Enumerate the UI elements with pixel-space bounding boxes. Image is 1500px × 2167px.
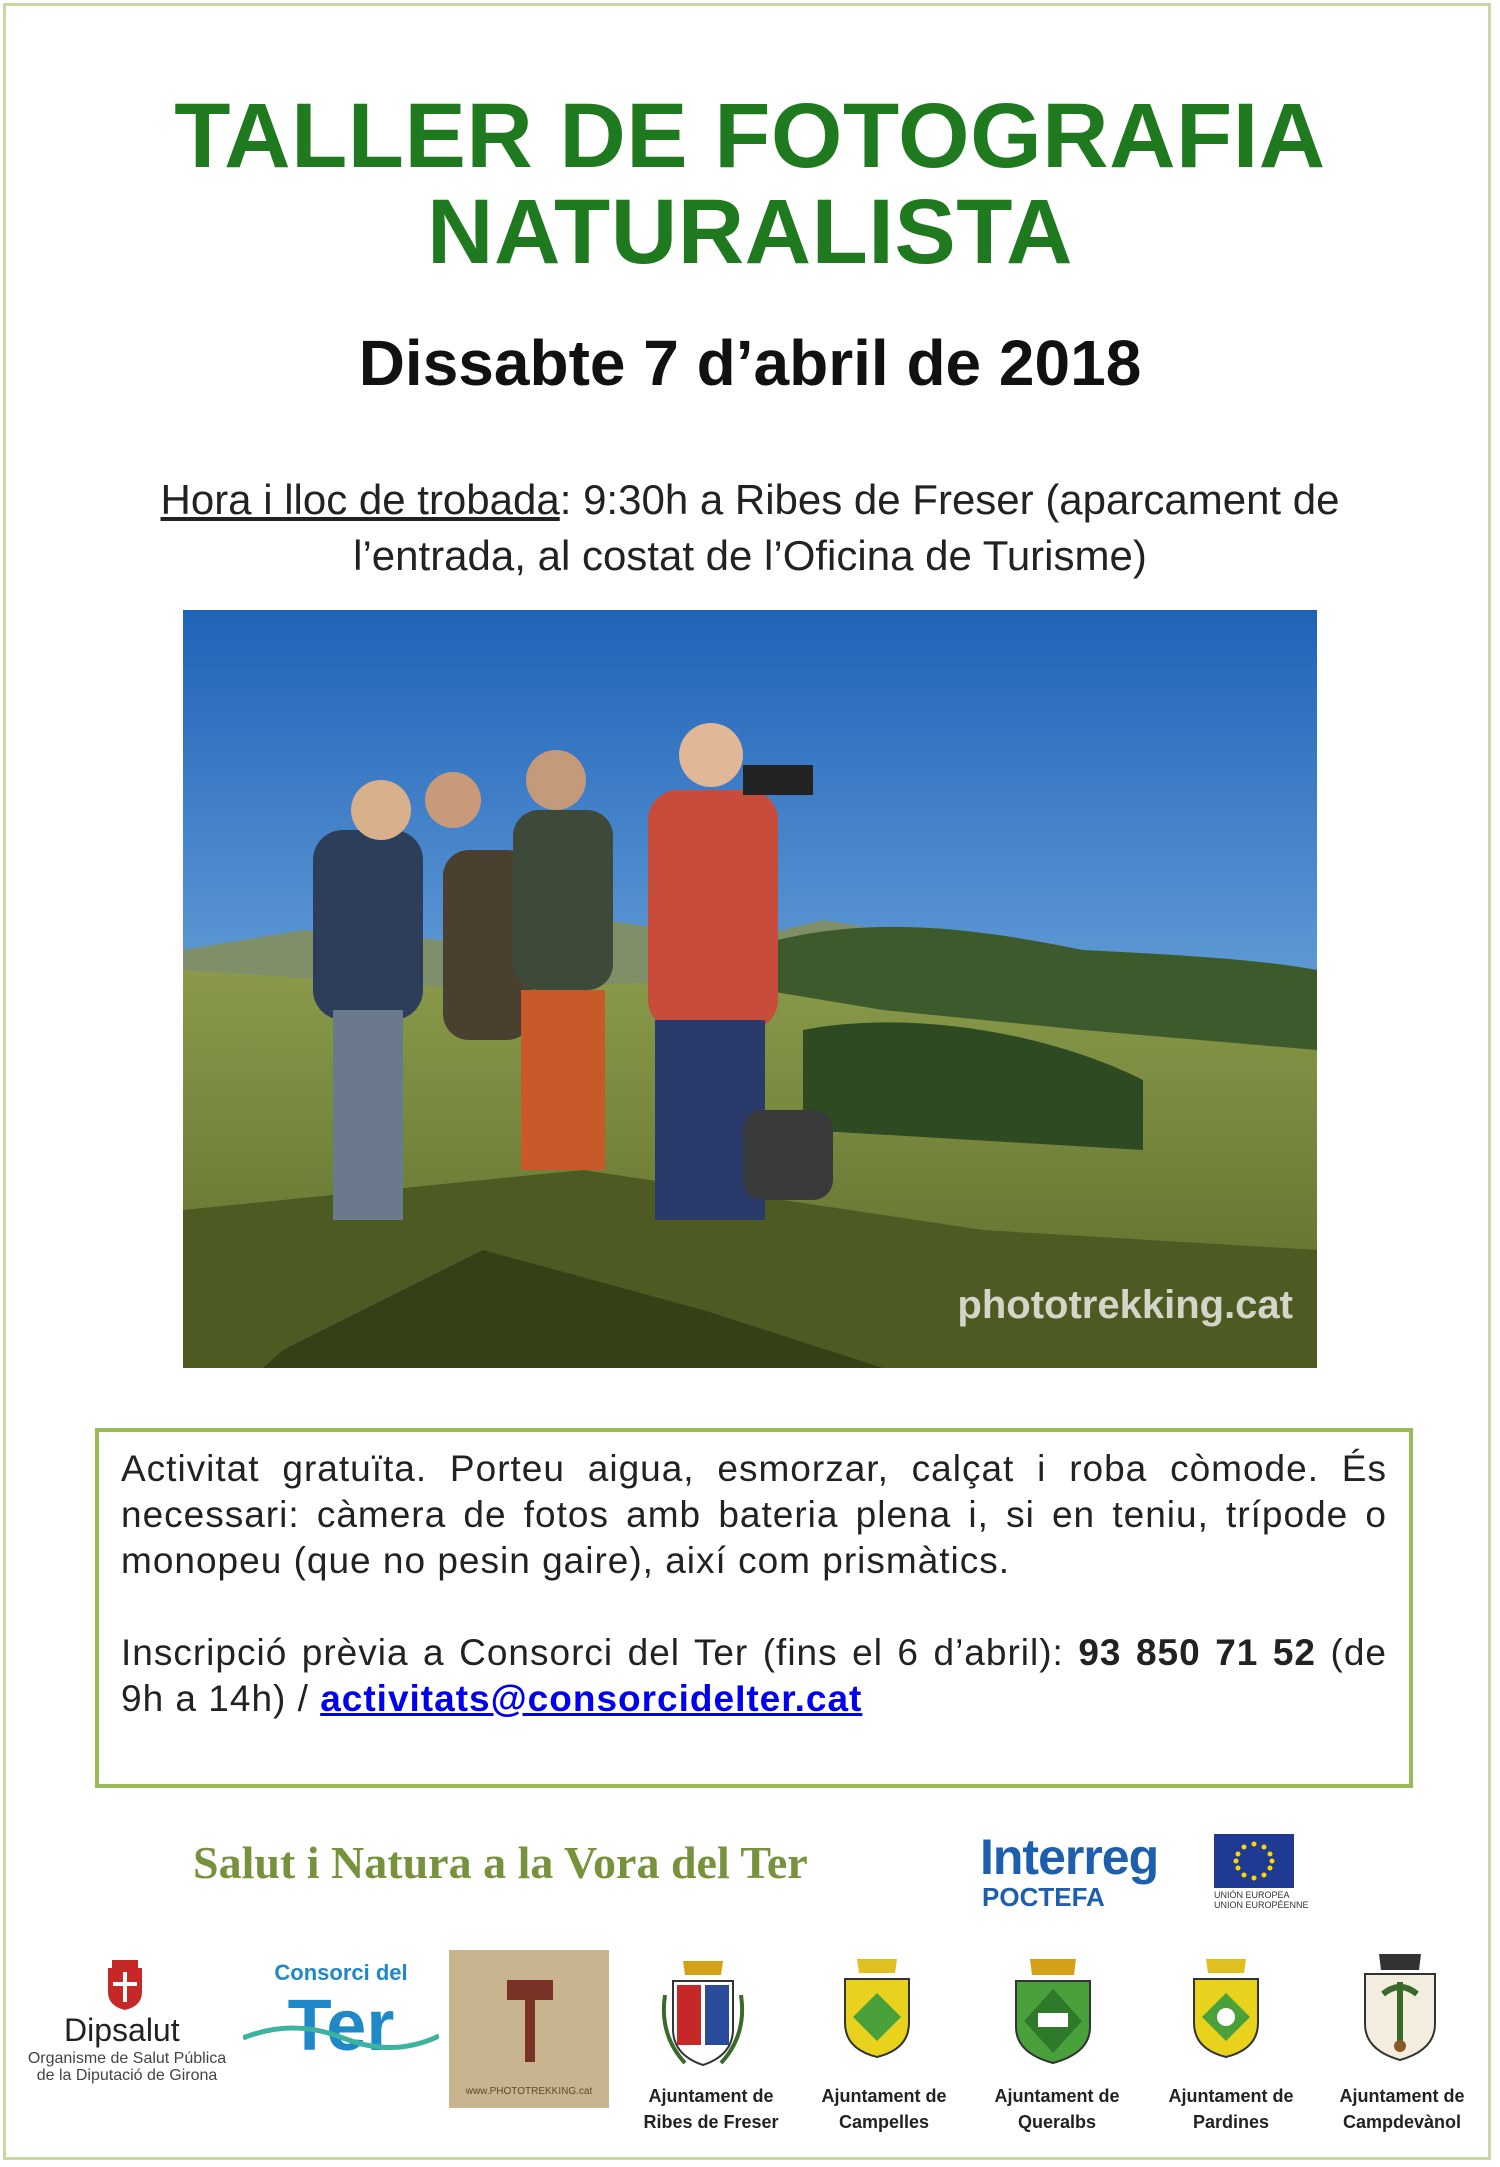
hikers-photo bbox=[183, 610, 1317, 1368]
caption-line2: Pardines bbox=[1192, 2112, 1270, 2132]
caption-line1: Ajuntament de bbox=[1339, 2086, 1465, 2106]
poster-title bbox=[0, 85, 1500, 283]
campdevanol-shield-icon bbox=[1355, 1950, 1445, 2066]
queralbs-shield-icon bbox=[1008, 1955, 1098, 2067]
interreg-word: Interreg bbox=[980, 1829, 1159, 1885]
dipsalut-name: Dipsalut bbox=[64, 2012, 180, 2048]
slogan: Salut i Natura a la Vora del Ter bbox=[193, 1837, 808, 1888]
consorci-del-ter-logo bbox=[243, 1958, 439, 2068]
caption-line1: Ajuntament de bbox=[821, 2086, 947, 2106]
eu-flag-icon bbox=[1214, 1834, 1294, 1888]
caption-line2: Ribes de Freser bbox=[643, 2112, 779, 2132]
email-link[interactable]: activitats@consorcideIter.cat bbox=[320, 1678, 863, 1719]
phototrekking-logo bbox=[449, 1950, 609, 2108]
info-paragraph-2 bbox=[121, 1630, 1387, 1722]
consorci-top-text: Consorci del bbox=[274, 1960, 408, 1985]
title-line-1: TALLER DE FOTOGRAFIA bbox=[174, 85, 1326, 187]
caption-line2: Campdevànol bbox=[1342, 2112, 1462, 2132]
caption-line1: Ajuntament de bbox=[994, 2086, 1120, 2106]
event-date: Dissabte 7 d’abril de 2018 bbox=[358, 327, 1142, 399]
hours-text: (de 9h a 14h) / bbox=[121, 1632, 1387, 1719]
title-line-2: NATURALISTA bbox=[427, 181, 1073, 283]
meeting-text: : 9:30h a Ribes de Freser (aparcament de l’entrada, al costat de l’Oficina de Turisme) bbox=[353, 476, 1340, 579]
dipsalut-emblem-icon bbox=[100, 1958, 150, 2012]
caption-campelles bbox=[794, 2083, 974, 2135]
meeting-info bbox=[110, 472, 1390, 584]
dipsalut-subtitle: Organisme de Salut Pública de la Diputació de Girona bbox=[27, 2050, 227, 2084]
registration-text: Inscripció prèvia a Consorci del Ter (fins el 6 d’abril): bbox=[121, 1632, 1079, 1673]
info-paragraph-1: Activitat gratuïta. Porteu aigua, esmorzar, calçat i roba còmode. És necessari: càmera de fotos amb bateria plena i, si en teniu, trípode o monopeu (que no pesin gaire), així com prismàtics. bbox=[121, 1448, 1387, 1581]
campelles-shield-icon bbox=[835, 1953, 919, 2063]
caption-line2: Campelles bbox=[838, 2112, 930, 2132]
interreg-sub: POCTEFA bbox=[982, 1882, 1105, 1912]
pardines-shield-icon bbox=[1184, 1953, 1268, 2063]
caption-pardines bbox=[1141, 2083, 1321, 2135]
consorci-main-text: Ter bbox=[287, 1986, 395, 2066]
meeting-label: Hora i lloc de trobada bbox=[160, 476, 560, 523]
phototrekking-text: www.PHOTOTREKKING.cat bbox=[465, 2086, 593, 2097]
caption-line2: Queralbs bbox=[1017, 2112, 1097, 2132]
caption-ribes-de-freser bbox=[621, 2083, 801, 2135]
ribes-de-freser-shield-icon bbox=[655, 1955, 751, 2071]
interreg-logo bbox=[980, 1828, 1309, 1912]
eu-caption: UNIÓN EUROPEA UNION EUROPÉENNE bbox=[1214, 1890, 1309, 1910]
caption-campdevanol bbox=[1312, 2083, 1492, 2135]
caption-line1: Ajuntament de bbox=[1168, 2086, 1294, 2106]
info-box bbox=[95, 1428, 1413, 1788]
phone-number: 93 850 71 52 bbox=[1078, 1632, 1317, 1673]
caption-queralbs bbox=[967, 2083, 1147, 2135]
caption-line1: Ajuntament de bbox=[648, 2086, 774, 2106]
photo-watermark: phototrekking.cat bbox=[957, 1283, 1293, 1327]
